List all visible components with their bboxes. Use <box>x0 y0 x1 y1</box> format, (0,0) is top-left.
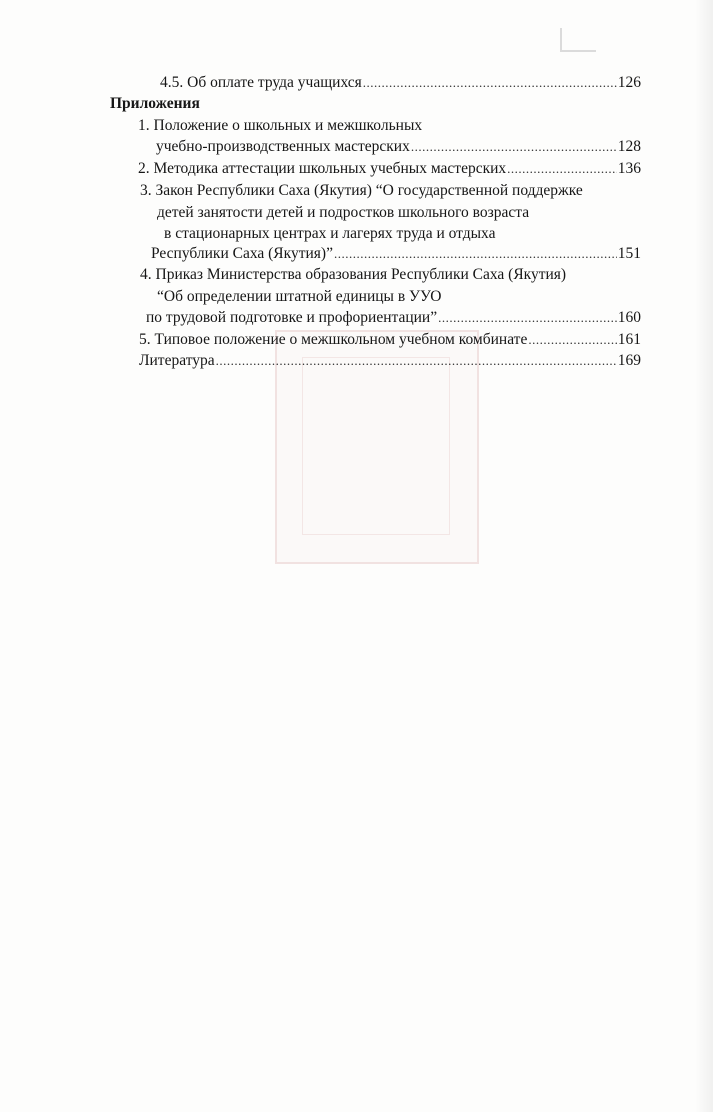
dot-leader <box>438 309 617 327</box>
dot-leader <box>334 245 617 263</box>
toc-entry-page: 136 <box>617 160 641 177</box>
toc-entry-3-line3: в стационарных центрах и лагерях труда и отдыха <box>164 225 496 242</box>
toc-entry-4-line2: “Об определении штатной единицы в УУО <box>157 288 442 305</box>
faded-stamp-inner-frame <box>302 357 450 535</box>
dot-leader <box>363 74 617 92</box>
toc-entry-3-line1: 3. Закон Республики Саха (Якутия) “О государственной поддержке <box>140 182 583 199</box>
dot-leader <box>216 352 617 370</box>
scan-edge-shadow <box>695 0 713 1112</box>
toc-entry-page: 169 <box>617 352 641 369</box>
dot-leader <box>507 160 617 178</box>
toc-entry-page: 161 <box>617 331 641 348</box>
toc-entry-title: по трудовой подготовке и профориентации” <box>146 309 438 326</box>
toc-entry-title: учебно-производственных мастерских <box>156 138 410 155</box>
appendix-heading: Приложения <box>110 95 200 112</box>
toc-entry-literature <box>139 352 641 370</box>
toc-entry-title: Литература <box>139 352 215 369</box>
toc-entry-page: 126 <box>617 74 641 91</box>
toc-entry-4-5 <box>160 74 641 92</box>
toc-entry-4 <box>146 309 641 327</box>
toc-entry-1 <box>156 138 641 156</box>
toc-entry-title: 4.5. Об оплате труда учащихся <box>160 74 362 91</box>
toc-entry-3 <box>151 245 641 263</box>
toc-entry-5 <box>139 331 641 349</box>
dot-leader <box>528 331 616 349</box>
toc-entry-page: 160 <box>617 309 641 326</box>
toc-entry-1-line1: 1. Положение о школьных и межшкольных <box>138 117 423 134</box>
toc-entry-title: 2. Методика аттестации школьных учебных мастерских <box>138 160 507 177</box>
toc-entry-page: 128 <box>617 138 641 155</box>
toc-entry-4-line1: 4. Приказ Министерства образования Республики Саха (Якутия) <box>140 266 567 283</box>
dot-leader <box>411 138 617 156</box>
toc-entry-title: 5. Типовое положение о межшкольном учебном комбинате <box>139 331 528 348</box>
toc-entry-2 <box>138 160 641 178</box>
toc-entry-page: 151 <box>617 245 641 262</box>
toc-entry-3-line2: детей занятости детей и подростков школьного возраста <box>157 204 530 221</box>
toc-entry-title: Республики Саха (Якутия)” <box>151 245 333 262</box>
corner-bleedthrough-mark <box>560 28 596 52</box>
